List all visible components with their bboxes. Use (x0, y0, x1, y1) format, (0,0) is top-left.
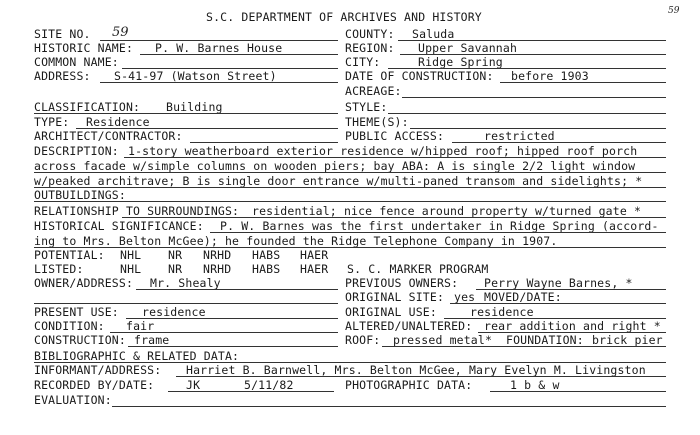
evaluation-label: EVALUATION: (34, 393, 112, 407)
date-of-construction-rule (500, 82, 666, 83)
historical-significance-line-2: ing to Mrs. Belton McGee); he founded the Ridge Telephone Company in 1907. (34, 234, 558, 248)
architect-label: ARCHITECT/CONTRACTOR: (34, 129, 183, 143)
altered-value: rear addition and right * (484, 319, 661, 333)
photographic-data-rule (490, 391, 666, 392)
description-line-3: w/peaked architrave; B is single door entrance w/multi-paned transom and sidelights; * (34, 174, 643, 188)
type-value: Residence (86, 115, 150, 129)
present-use-rule (126, 318, 338, 319)
address-rule (100, 82, 338, 83)
region-value: Upper Savannah (418, 41, 518, 55)
description-rule-2 (34, 172, 666, 173)
county-label: COUNTY: (345, 27, 395, 41)
type-label: TYPE: (34, 115, 70, 129)
owner-address-rule (136, 289, 338, 290)
relationship-value: residential; nice fence around property w/turned gate * (252, 204, 642, 218)
roof-label: ROOF: (345, 333, 381, 347)
listed-nr: NR (168, 262, 183, 276)
listed-nrhd: NRHD (203, 262, 232, 276)
recorded-by-label: RECORDED BY/DATE: (34, 378, 155, 392)
original-site-label: ORIGINAL SITE: (345, 290, 445, 304)
style-label: STYLE: (345, 100, 388, 114)
date-of-construction-value: before 1903 (511, 69, 589, 83)
recorded-by-initials: JK (186, 378, 201, 392)
listed-label: LISTED: (34, 262, 84, 276)
condition-label: CONDITION: (34, 319, 105, 333)
public-access-label: PUBLIC ACCESS: (345, 129, 445, 143)
city-value: Ridge Spring (418, 55, 503, 69)
common-name-label: COMMON NAME: (34, 55, 119, 69)
photographic-data-value: 1 b & w (510, 378, 560, 392)
owner-continuation-rule (34, 303, 338, 304)
relationship-label: RELATIONSHIP TO SURROUNDINGS: (34, 204, 240, 218)
original-use-label: ORIGINAL USE: (345, 305, 437, 319)
informant-rule (176, 376, 666, 377)
present-use-label: PRESENT USE: (34, 305, 119, 319)
description-line-1: 1-story weatherboard exterior residence w/hipped roof; hipped roof porch (128, 144, 638, 158)
previous-owners-label: PREVIOUS OWNERS: (345, 276, 459, 290)
description-rule-1 (124, 157, 666, 158)
evaluation-rule (112, 406, 666, 407)
city-label: CITY: (345, 55, 381, 69)
listed-habs: HABS (252, 262, 281, 276)
original-site-rule (450, 303, 666, 304)
moved-date-label: MOVED/DATE: (484, 290, 562, 304)
relationship-rule (122, 217, 666, 218)
potential-haer: HAER (300, 248, 329, 262)
potential-nrhd: NRHD (203, 248, 232, 262)
original-use-value: residence (470, 305, 534, 319)
historical-significance-rule-1 (210, 232, 666, 233)
date-of-construction-label: DATE OF CONSTRUCTION: (345, 69, 494, 83)
site-no-value: 59 (112, 25, 129, 40)
roof-foundation-rule (382, 346, 666, 347)
acreage-rule (402, 97, 666, 98)
theme-label: THEME(S): (345, 115, 409, 129)
recorded-by-date: 5/11/82 (244, 378, 294, 392)
potential-nr: NR (168, 248, 183, 262)
historical-significance-label: HISTORICAL SIGNIFICANCE: (34, 219, 204, 233)
owner-address-label: OWNER/ADDRESS: (34, 276, 134, 290)
construction-rule (128, 346, 338, 347)
condition-value: fair (126, 319, 155, 333)
foundation-value: brick pier (592, 333, 663, 347)
potential-label: POTENTIAL: (34, 248, 105, 262)
recorded-by-rule (168, 391, 334, 392)
construction-label: CONSTRUCTION: (34, 333, 126, 347)
historic-name-value: P. W. Barnes House (155, 41, 283, 55)
region-label: REGION: (345, 41, 395, 55)
photographic-data-label: PHOTOGRAPHIC DATA: (345, 378, 473, 392)
present-use-value: residence (142, 305, 206, 319)
outbuildings-label: OUTBUILDINGS: (34, 188, 126, 202)
foundation-label: FOUNDATION: (506, 333, 584, 347)
construction-value: frame (134, 333, 170, 347)
bibliographic-label: BIBLIOGRAPHIC & RELATED DATA: (34, 349, 240, 363)
roof-value: pressed metal* (393, 333, 493, 347)
potential-nhl: NHL (120, 248, 142, 262)
previous-owners-value: Perry Wayne Barnes, * (484, 276, 633, 290)
historic-name-label: HISTORIC NAME: (34, 41, 134, 55)
outbuildings-rule (34, 201, 666, 202)
address-label: ADDRESS: (34, 69, 91, 83)
owner-address-value: Mr. Shealy (150, 276, 221, 290)
historical-significance-line-1: P. W. Barnes was the first undertaker in Ridge Spring (accord- (220, 219, 659, 233)
informant-value: Harriet B. Barnwell, Mrs. Belton McGee, Mary Evelyn M. Livingston (186, 363, 646, 377)
listed-haer: HAER (300, 262, 329, 276)
county-value: Saluda (412, 27, 455, 41)
public-access-rule (452, 142, 666, 143)
altered-label: ALTERED/UNALTERED: (345, 319, 473, 333)
classification-label: CLASSIFICATION: (34, 100, 141, 114)
original-site-value: yes (454, 290, 476, 304)
acreage-label: ACREAGE: (345, 84, 402, 98)
architect-rule (190, 142, 338, 143)
marker-program-label: S. C. MARKER PROGRAM (347, 262, 489, 276)
classification-rule (34, 113, 338, 114)
informant-label: INFORMANT/ADDRESS: (34, 363, 162, 377)
public-access-value: restricted (484, 129, 555, 143)
classification-value: Building (166, 100, 223, 114)
corner-page-mark: 59 (668, 6, 680, 16)
address-value: S-41-97 (Watson Street) (114, 69, 277, 83)
form-header: S.C. DEPARTMENT OF ARCHIVES AND HISTORY (206, 10, 482, 24)
listed-nhl: NHL (120, 262, 142, 276)
site-no-label: SITE NO. (34, 27, 91, 41)
style-rule (388, 113, 666, 114)
historic-name-rule (140, 54, 338, 55)
potential-habs: HABS (252, 248, 281, 262)
description-rule-3 (34, 187, 666, 188)
description-line-2: across facade w/simple columns on wooden piers; bay ABA: A is single 2/2 light window (34, 159, 636, 173)
description-label: DESCRIPTION: (34, 144, 119, 158)
